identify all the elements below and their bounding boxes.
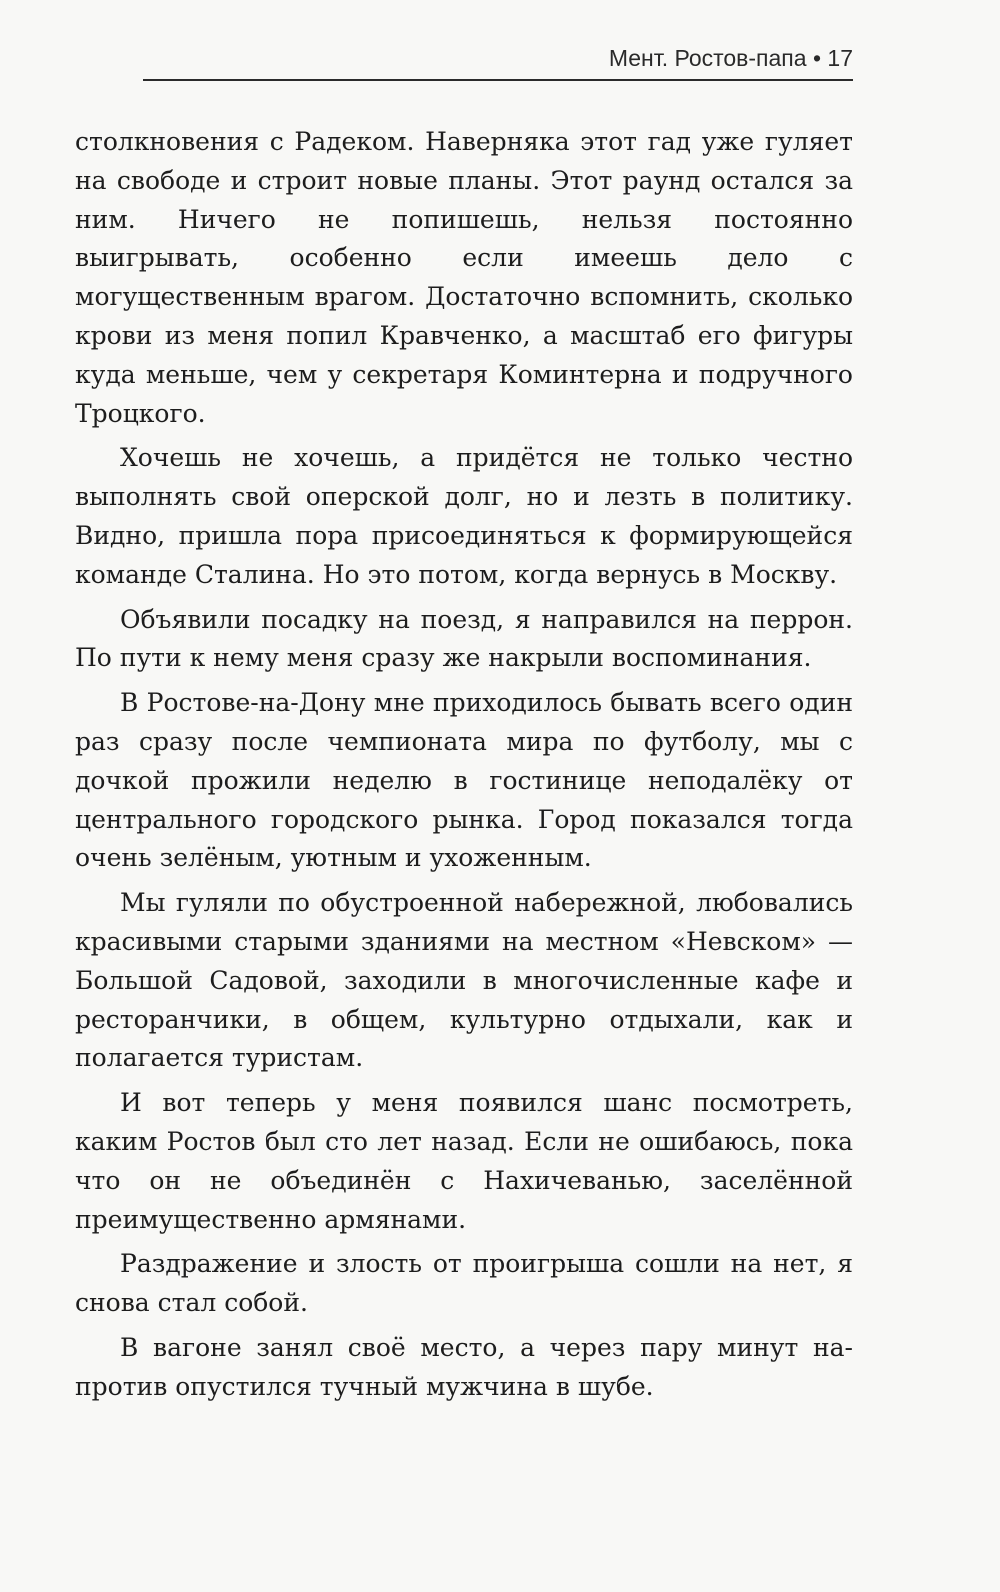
paragraph-1: столкновения с Радеком. Наверняка этот гад уже гуляет на свободе и строит новые планы. Этот раунд остался за ним. Ничего не попишешь, нельзя постоянно выигрывать, особенно если имеешь дело с могущественным врагом. Достаточно вспомнить, сколько крови из меня попил Кравченко, а масштаб его фигуры куда меньше, чем у секретаря Коминтерна и подручного Троцкого. (75, 127, 853, 428)
running-title: Мент. Ростов-папа (608, 45, 807, 71)
paragraph-3: Объявили посадку на поезд, я направился на перрон. По пути к нему меня сразу же накрыли воспоминания. (75, 604, 853, 673)
paragraph-6: И вот теперь у меня появился шанс посмотреть, каким Ростов был сто лет назад. Если не ошибаюсь, пока что он не объединён с Нахичеванью, заселённой преимущественно армянами. (75, 1088, 853, 1234)
paragraph-8: В вагоне занял своё место, а через пару минут напротив опустился тучный мужчина в шубе. (75, 1332, 853, 1401)
paragraph-7: Раздражение и злость от проигрыша сошли на нет, я снова стал собой. (75, 1249, 853, 1318)
paragraph-2: Хочешь не хочешь, а придётся не только честно выполнять свой оперской долг, но и лезть в политику. Видно, пришла пора присоединяться к формирующейся команде Сталина. Но это потом, когда вернусь в Москву. (75, 443, 853, 589)
body-text (75, 123, 853, 1413)
header-separator-bullet: • (812, 45, 822, 71)
paragraph-5: Мы гуляли по обустроенной набережной, любовались красивыми старыми зданиями на местном «Невском» — Большой Садовой, заходили в многочисленные кафе и ресторанчики, в общем, культурно отдыхали, как и полагается туристам. (75, 888, 853, 1073)
running-head (143, 43, 853, 73)
header-rule (143, 79, 853, 81)
page-number: 17 (827, 45, 853, 71)
paragraph-4: В Ростове-на-Дону мне приходилось бывать всего один раз сразу после чемпионата мира по футболу, мы с дочкой прожили неделю в гостинице неподалёку от центрального городского рынка. Город показался тогда очень зелёным, уютным и ухоженным. (75, 688, 853, 873)
